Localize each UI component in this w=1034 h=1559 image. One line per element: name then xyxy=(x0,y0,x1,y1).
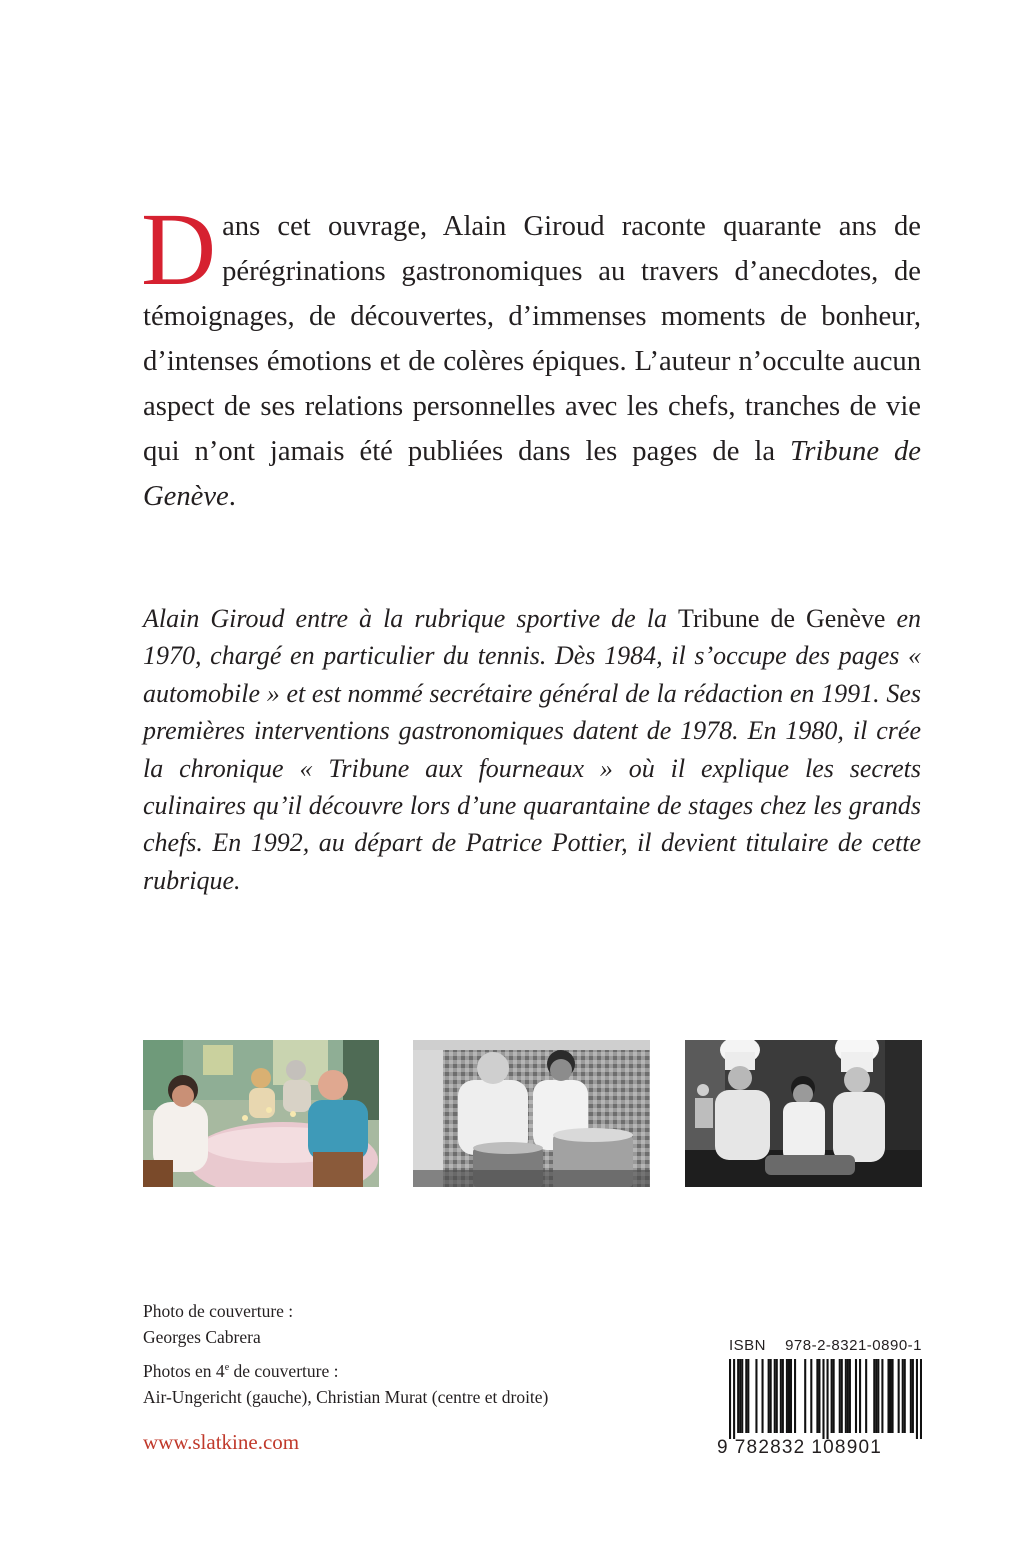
barcode-bar xyxy=(889,1359,891,1433)
barcode-bar xyxy=(849,1359,851,1433)
dinner-table-photo-icon xyxy=(143,1040,379,1187)
intro-newspaper-title: Tribune de Genève xyxy=(143,436,921,512)
intro-text-end: . xyxy=(228,481,236,512)
barcode-bar xyxy=(916,1359,918,1439)
barcode-bar xyxy=(786,1359,788,1433)
barcode-bar xyxy=(774,1359,776,1433)
isbn-prefix: ISBN xyxy=(729,1337,767,1354)
barcode-bar xyxy=(733,1359,735,1439)
barcode-bar xyxy=(855,1359,857,1433)
barcode-bar xyxy=(780,1359,782,1433)
bio-text-rest: en 1970, chargé en particulier du tennis. Dès 1984, il s’occupe des pages « automobile » et est nommé secrétaire général de la rédaction en 1991. Ses premières interventions gastronomiques datent de 1978. En 1980, il crée la chronique « Tribune aux fourneaux » où il explique les secrets culinaires qu’il découvre lors d’une quarantaine de stages chez les grands chefs. En 1992, au départ de Patrice Pottier, il devient titulaire de cette rubrique. xyxy=(143,604,921,895)
barcode-bar xyxy=(887,1359,889,1433)
barcode-icon xyxy=(729,1359,922,1439)
cover-photo-author: Georges Cabrera xyxy=(143,1327,261,1347)
barcode-bar xyxy=(741,1359,743,1433)
barcode-bar xyxy=(912,1359,914,1433)
barcode-bar xyxy=(790,1359,792,1433)
barcode-bar xyxy=(782,1359,784,1433)
barcode-bar xyxy=(816,1359,818,1433)
cover-photo-credit xyxy=(143,1298,548,1350)
barcode-digits xyxy=(717,1437,923,1459)
barcode-bar xyxy=(877,1359,879,1433)
photo-right xyxy=(685,1040,922,1187)
barcode-bar xyxy=(865,1359,867,1433)
publisher-website-link[interactable]: www.slatkine.com xyxy=(143,1430,300,1454)
barcode-bar xyxy=(729,1359,731,1439)
drop-cap-letter: D xyxy=(141,192,217,307)
photo-center xyxy=(413,1040,650,1187)
barcode-bar xyxy=(904,1359,906,1433)
barcode-bar xyxy=(810,1359,812,1433)
photo-left xyxy=(143,1040,379,1187)
barcode-bar xyxy=(859,1359,861,1433)
photo-credits xyxy=(143,1298,548,1418)
barcode-bar xyxy=(827,1359,829,1439)
barcode-bar xyxy=(737,1359,739,1433)
isbn-label xyxy=(729,1337,922,1354)
barcode-bar xyxy=(768,1359,770,1433)
barcode-bar xyxy=(762,1359,764,1433)
barcode-bar xyxy=(739,1359,741,1433)
barcode-bar xyxy=(776,1359,778,1433)
barcode-bar xyxy=(898,1359,900,1433)
barcode-bar xyxy=(847,1359,849,1433)
barcode-bar xyxy=(881,1359,883,1433)
barcode-bar xyxy=(833,1359,835,1433)
barcode-bar xyxy=(920,1359,922,1439)
barcode-bar xyxy=(875,1359,877,1433)
bio-newspaper-title: Tribune de Genève xyxy=(678,604,886,633)
barcode-bar xyxy=(845,1359,847,1433)
barcode-bar xyxy=(804,1359,806,1433)
author-bio-paragraph xyxy=(143,600,921,899)
cover-photo-label: Photo de couverture : xyxy=(143,1301,294,1321)
barcode-bar xyxy=(794,1359,796,1433)
back-photos-credit xyxy=(143,1358,548,1410)
barcode-bar xyxy=(902,1359,904,1433)
bio-text-start: Alain Giroud entre à la rubrique sportive de la xyxy=(143,604,679,633)
barcode-bar xyxy=(770,1359,772,1433)
barcode-bar xyxy=(873,1359,875,1433)
intro-paragraph xyxy=(141,192,921,519)
barcode-digit-group2: 108901 xyxy=(811,1437,882,1458)
barcode-bar xyxy=(747,1359,749,1433)
back-photos-authors: Air-Ungericht (gauche), Christian Murat (centre et droite) xyxy=(143,1387,549,1407)
barcode-bar xyxy=(822,1359,824,1439)
barcode-bar xyxy=(841,1359,843,1433)
barcode-bar xyxy=(892,1359,894,1433)
barcode-bar xyxy=(755,1359,757,1433)
isbn-number: 978-2-8321-0890-1 xyxy=(785,1337,922,1354)
barcode-bar xyxy=(910,1359,912,1433)
barcode-bar xyxy=(745,1359,747,1433)
barcode-bar xyxy=(818,1359,820,1433)
chefs-group-photo-icon xyxy=(685,1040,922,1187)
back-photos-label: Photos en 4e de couverture : xyxy=(143,1361,339,1381)
chef-kitchen-photo-icon xyxy=(413,1040,650,1187)
barcode-digit-group1: 782832 xyxy=(734,1437,806,1458)
barcode-bar xyxy=(839,1359,841,1433)
barcode-bar xyxy=(788,1359,790,1433)
barcode-digit-first: 9 xyxy=(717,1437,729,1458)
intro-text: ans cet ouvrage, Alain Giroud raconte quarante ans de pérégrinations gastronomiques au travers d’anecdotes, de témoignages, de découvertes, d’immenses moments de bonheur, d’intenses émotions et de colères épiques. L’auteur n’occulte aucun aspect de ses relations personnelles avec les chefs, tranches de vie qui n’ont jamais été publiées dans les pages de la xyxy=(143,211,921,467)
barcode-bar xyxy=(831,1359,833,1433)
